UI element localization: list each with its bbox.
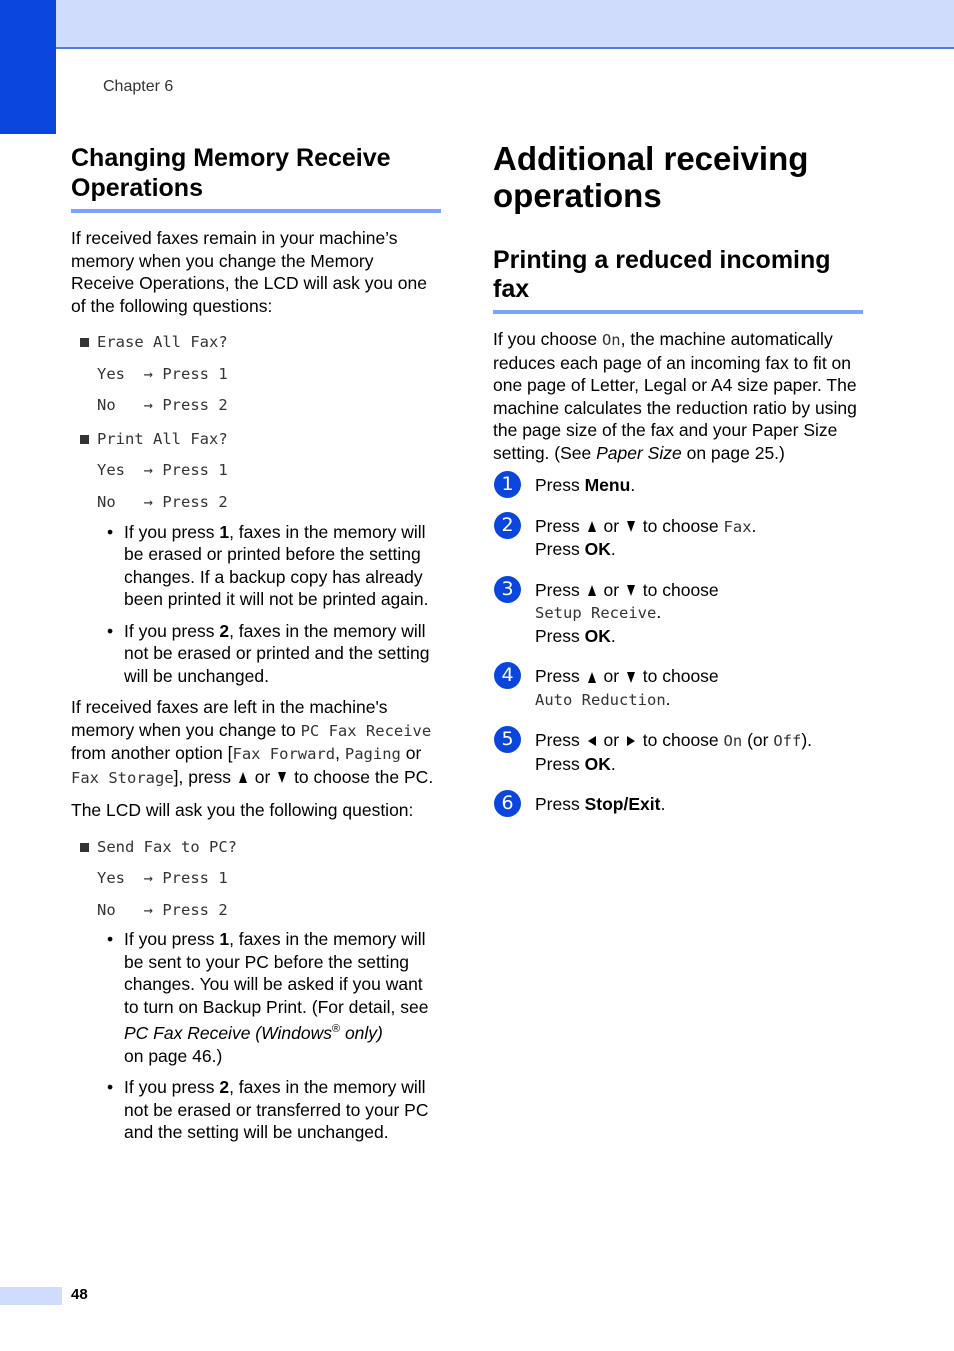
up-arrow-icon: [239, 772, 247, 783]
intro-paragraph: If received faxes remain in your machine’s memory when you change the Memory Receive Operations, the LCD will ask you one of the following questions:: [71, 228, 428, 316]
up-arrow-icon: [588, 672, 596, 683]
down-arrow-icon: [627, 521, 635, 532]
step-number-icon: 6: [494, 790, 521, 817]
reduction-paragraph: If you choose On, the machine automatically reduces each page of an incoming fax to fit on one page of Letter, Legal or A4 size paper. The machine calculates the reduction ratio by using the page size of the fax and your Paper Size setting. (See Paper Size on page 25.): [493, 329, 857, 463]
chapter-label: Chapter 6: [103, 78, 174, 95]
lcd-question-print: Print All Fax? Yes → Press 1 No → Press 2: [71, 424, 441, 519]
list-item: • If you press 1, faxes in the memory will be erased or printed before the setting changes. If a backup copy has already been printed it will not be printed again.: [107, 521, 429, 610]
step-number-icon: 4: [494, 662, 521, 689]
list-item: • If you press 2, faxes in the memory will not be erased or transferred to your PC and the setting will be unchanged.: [107, 1077, 429, 1143]
bullet-square-icon: [80, 435, 89, 444]
chapter-tab: [0, 0, 56, 134]
lcd-question-send: Send Fax to PC? Yes → Press 1 No → Press 2: [71, 832, 441, 927]
pc-fax-paragraph: If received faxes are left in the machine's memory when you change to PC Fax Receive from another option [Fax Forward, Paging or Fax Storage], press or to choose the PC.: [71, 697, 434, 787]
step-list: [493, 474, 863, 816]
right-column: [493, 140, 863, 834]
step-1: 1 Press Menu.: [493, 474, 863, 497]
step-2: 2 Press or to choose Fax. Press OK.: [493, 515, 863, 561]
step-number-icon: 3: [494, 576, 521, 603]
step-4: 4 Press or to choose Auto Reduction.: [493, 665, 863, 711]
lcd-ask-paragraph: The LCD will ask you the following question:: [71, 800, 414, 821]
down-arrow-icon: [278, 772, 286, 783]
step-6: 6 Press Stop/Exit.: [493, 793, 863, 816]
bullet-square-icon: [80, 338, 89, 347]
bullet-list: [107, 928, 441, 1143]
header-band: [0, 0, 954, 49]
page-title: Additional receiving operations: [493, 140, 809, 214]
lcd-question-erase: Erase All Fax? Yes → Press 1 No → Press 2: [71, 327, 441, 422]
step-5: 5 Press or to choose On (or Off). Press OK.: [493, 729, 863, 775]
page-number: 48: [71, 1286, 88, 1303]
step-number-icon: 2: [494, 512, 521, 539]
list-item: • If you press 2, faxes in the memory will not be erased or printed and the setting will be unchanged.: [107, 620, 430, 686]
bullet-square-icon: [80, 843, 89, 852]
step-number-icon: 1: [494, 471, 521, 498]
down-arrow-icon: [627, 672, 635, 683]
up-arrow-icon: [588, 521, 596, 532]
subsection-title: Printing a reduced incoming fax: [493, 246, 863, 314]
left-arrow-icon: [588, 736, 596, 746]
right-arrow-icon: [627, 736, 635, 746]
page-number-band: [0, 1287, 62, 1305]
bullet-list: [107, 521, 441, 688]
section-title: Changing Memory Receive Operations: [71, 143, 441, 213]
step-3: 3 Press or to choose Setup Receive. Press OK.: [493, 579, 863, 648]
left-column: [71, 143, 441, 1153]
down-arrow-icon: [627, 585, 635, 596]
up-arrow-icon: [588, 585, 596, 596]
list-item: • If you press 1, faxes in the memory will be sent to your PC before the setting changes. You will be asked if you want to turn on Backup Print. (For detail, see PC Fax Receive (Windows® only) on page 46.): [107, 929, 429, 1066]
step-number-icon: 5: [494, 726, 521, 753]
